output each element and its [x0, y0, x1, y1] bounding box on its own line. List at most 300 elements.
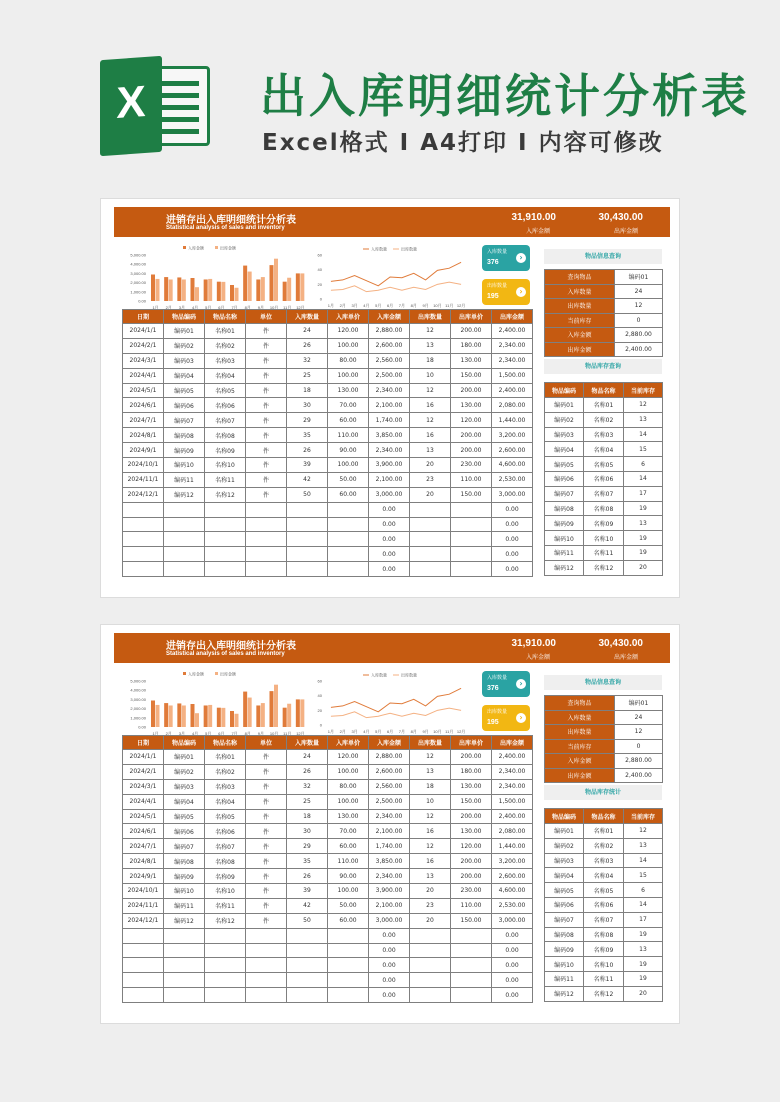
table-cell: 编码06	[164, 824, 205, 839]
x-tick-label: 3月	[178, 731, 186, 736]
table-cell	[164, 973, 205, 988]
table-cell: 名称05	[205, 383, 246, 398]
table-cell	[410, 532, 451, 547]
table-cell: 110.00	[451, 898, 492, 913]
inventory-cell: 编码06	[545, 471, 584, 486]
table-cell	[287, 547, 328, 562]
table-cell: 150.00	[451, 368, 492, 383]
table-cell: 0.00	[369, 928, 410, 943]
column-header: 日期	[123, 736, 164, 750]
table-cell: 200.00	[451, 428, 492, 443]
series-line	[331, 262, 461, 285]
table-cell: 2,340.00	[369, 383, 410, 398]
table-cell: 2024/9/1	[123, 869, 164, 884]
table-cell: 130.00	[451, 779, 492, 794]
in-quantity-label: 入库数量	[487, 249, 508, 255]
legend-label: 出库数量	[401, 246, 417, 252]
inventory-cell: 名称09	[584, 942, 624, 957]
bar	[270, 691, 274, 727]
table-cell: 编码03	[164, 353, 205, 368]
inventory-cell: 17	[624, 486, 663, 501]
chevron-right-icon: ›	[516, 287, 526, 297]
table-cell: 0.00	[492, 928, 533, 943]
inventory-cell: 编码11	[545, 545, 584, 560]
y-tick-label: 5,000.00	[130, 678, 146, 684]
inventory-column-header: 物品编码	[545, 809, 584, 824]
table-cell: 件	[246, 443, 287, 458]
table-cell	[123, 928, 164, 943]
table-cell: 编码05	[164, 383, 205, 398]
table-cell: 1,440.00	[492, 839, 533, 854]
table-cell	[164, 928, 205, 943]
table-cell	[451, 943, 492, 958]
x-tick-label: 1月	[327, 729, 335, 734]
inventory-cell: 名称12	[584, 560, 624, 575]
table-cell: 100.00	[328, 884, 369, 899]
x-tick-label: 7月	[398, 729, 406, 734]
table-cell: 编码12	[164, 487, 205, 502]
table-cell	[205, 988, 246, 1003]
x-tick-label: 7月	[231, 305, 238, 310]
table-cell: 件	[246, 869, 287, 884]
table-cell: 件	[246, 750, 287, 765]
sheet-preview-bottom	[100, 624, 680, 1024]
table-cell: 编码03	[164, 779, 205, 794]
x-tick-label: 10月	[433, 729, 442, 734]
bar	[296, 699, 300, 727]
table-cell: 2,530.00	[492, 898, 533, 913]
table-cell: 0.00	[369, 958, 410, 973]
table-row	[123, 884, 533, 899]
table-cell: 编码10	[164, 458, 205, 473]
table-cell: 0.00	[492, 943, 533, 958]
x-tick-label: 6月	[386, 729, 394, 734]
table-cell	[123, 562, 164, 577]
out-quantity-card[interactable]	[482, 705, 530, 731]
table-cell: 件	[246, 338, 287, 353]
table-cell: 2024/1/1	[123, 324, 164, 339]
table-cell: 16	[410, 824, 451, 839]
bar	[270, 265, 274, 301]
table-row	[123, 547, 533, 562]
table-cell	[287, 943, 328, 958]
x-tick-label: 10月	[433, 303, 442, 308]
table-cell: 编码07	[164, 413, 205, 428]
inventory-cell: 12	[624, 824, 663, 839]
inventory-cell: 12	[624, 398, 663, 413]
inventory-row	[545, 838, 663, 853]
info-row	[545, 284, 663, 299]
table-cell: 件	[246, 913, 287, 928]
info-row	[545, 739, 663, 754]
table-cell: 90.00	[328, 869, 369, 884]
table-cell: 0.00	[369, 988, 410, 1003]
info-value[interactable]: 编码01	[615, 270, 663, 285]
table-cell: 编码02	[164, 338, 205, 353]
inventory-cell: 编码04	[545, 442, 584, 457]
table-cell: 20	[410, 913, 451, 928]
table-cell: 件	[246, 764, 287, 779]
table-cell	[246, 517, 287, 532]
column-header: 出库单价	[451, 310, 492, 324]
table-cell: 4,600.00	[492, 884, 533, 899]
table-cell: 2024/8/1	[123, 854, 164, 869]
sheet-banner	[114, 633, 670, 663]
table-cell	[246, 502, 287, 517]
table-cell: 20	[410, 884, 451, 899]
table-cell	[451, 562, 492, 577]
y-tick-label: 2,000.00	[130, 280, 146, 286]
table-cell	[205, 958, 246, 973]
in-quantity-card[interactable]	[482, 245, 530, 271]
table-cell: 200.00	[451, 383, 492, 398]
inventory-column-header: 当前库存	[624, 383, 663, 398]
table-cell	[205, 532, 246, 547]
table-row	[123, 988, 533, 1003]
table-row	[123, 824, 533, 839]
table-cell: 2024/10/1	[123, 884, 164, 899]
table-cell	[451, 517, 492, 532]
x-tick-label: 5月	[375, 303, 382, 308]
info-panel-title: 物品信息查询	[544, 249, 662, 264]
table-cell: 2,400.00	[492, 324, 533, 339]
table-cell: 60.00	[328, 839, 369, 854]
info-panel-table	[544, 269, 663, 357]
table-cell: 件	[246, 824, 287, 839]
table-cell	[328, 532, 369, 547]
x-tick-label: 8月	[410, 303, 417, 308]
table-cell: 60.00	[328, 487, 369, 502]
bar	[261, 277, 265, 301]
table-cell: 2024/11/1	[123, 898, 164, 913]
table-cell: 2,500.00	[369, 794, 410, 809]
inventory-cell: 名称11	[584, 545, 624, 560]
inventory-table-header	[545, 383, 663, 398]
bar	[217, 282, 221, 301]
inventory-row	[545, 486, 663, 501]
table-cell: 名称08	[205, 854, 246, 869]
table-cell	[246, 973, 287, 988]
table-row	[123, 794, 533, 809]
inventory-row	[545, 853, 663, 868]
table-cell: 件	[246, 368, 287, 383]
inventory-row	[545, 531, 663, 546]
bar	[204, 705, 208, 727]
bar	[177, 703, 181, 727]
table-cell: 编码05	[164, 809, 205, 824]
inventory-cell: 名称04	[584, 868, 624, 883]
x-tick-label: 3月	[351, 303, 358, 308]
table-cell: 50	[287, 913, 328, 928]
page-subtitle: Excel格式 I A4打印 I 内容可修改	[262, 130, 664, 156]
out-amount-label: 出库金额	[613, 228, 638, 235]
bar	[296, 273, 300, 301]
table-cell: 24	[287, 750, 328, 765]
bar	[221, 708, 225, 727]
table-cell: 16	[410, 398, 451, 413]
table-row	[123, 458, 533, 473]
table-row	[123, 502, 533, 517]
table-cell	[164, 547, 205, 562]
table-cell: 150.00	[451, 794, 492, 809]
table-cell: 2024/2/1	[123, 764, 164, 779]
inventory-cell: 编码02	[545, 838, 584, 853]
table-cell: 名称04	[205, 794, 246, 809]
table-cell	[328, 517, 369, 532]
bar	[283, 708, 287, 727]
inventory-row	[545, 442, 663, 457]
table-cell: 2,400.00	[492, 750, 533, 765]
quantity-line-chart	[311, 667, 471, 737]
table-cell: 件	[246, 398, 287, 413]
table-cell: 名称11	[205, 472, 246, 487]
column-header: 出库金额	[492, 736, 533, 750]
table-cell: 12	[410, 324, 451, 339]
table-cell: 35	[287, 428, 328, 443]
info-value: 12	[615, 299, 663, 314]
bar	[195, 713, 199, 727]
bar	[208, 705, 212, 727]
table-cell: 2,080.00	[492, 398, 533, 413]
info-value: 24	[615, 284, 663, 299]
table-cell	[410, 943, 451, 958]
table-cell: 编码06	[164, 398, 205, 413]
table-cell: 件	[246, 428, 287, 443]
x-tick-label: 5月	[205, 731, 212, 736]
out-amount-label: 出库金额	[613, 654, 638, 661]
legend-swatch	[215, 246, 218, 249]
table-row	[123, 517, 533, 532]
legend-label: 出库金额	[220, 671, 236, 677]
table-cell: 3,850.00	[369, 854, 410, 869]
table-cell: 2024/4/1	[123, 794, 164, 809]
table-cell: 0.00	[369, 547, 410, 562]
info-value[interactable]: 编码01	[615, 696, 663, 711]
table-cell	[123, 943, 164, 958]
info-label: 查询物品	[545, 696, 615, 711]
inventory-cell: 名称05	[584, 457, 624, 472]
table-cell: 13	[410, 338, 451, 353]
x-tick-label: 3月	[351, 729, 358, 734]
inventory-cell: 编码01	[545, 824, 584, 839]
table-cell: 200.00	[451, 869, 492, 884]
series-line	[331, 708, 461, 718]
table-cell	[123, 973, 164, 988]
bar	[287, 278, 291, 301]
table-cell: 29	[287, 839, 328, 854]
table-cell	[451, 988, 492, 1003]
table-cell: 2024/6/1	[123, 824, 164, 839]
table-cell	[451, 973, 492, 988]
info-row	[545, 342, 663, 357]
table-cell: 2024/1/1	[123, 750, 164, 765]
info-label: 出库数量	[545, 725, 615, 740]
table-cell: 120.00	[451, 839, 492, 854]
chevron-right-icon: ›	[516, 253, 526, 263]
excel-logo-icon	[100, 58, 210, 154]
legend-label: 入库金额	[188, 245, 204, 251]
info-value: 12	[615, 725, 663, 740]
table-row	[123, 928, 533, 943]
table-cell: 编码07	[164, 839, 205, 854]
table-cell: 12	[410, 383, 451, 398]
column-header: 入库单价	[328, 736, 369, 750]
detail-table	[122, 309, 533, 577]
table-cell: 130.00	[328, 383, 369, 398]
table-row	[123, 487, 533, 502]
table-cell: 2,340.00	[492, 764, 533, 779]
table-cell: 200.00	[451, 324, 492, 339]
info-label: 入库数量	[545, 284, 615, 299]
table-cell	[410, 958, 451, 973]
x-tick-label: 8月	[410, 729, 417, 734]
table-cell: 编码09	[164, 443, 205, 458]
table-cell: 1,500.00	[492, 368, 533, 383]
table-cell	[328, 928, 369, 943]
table-cell: 件	[246, 353, 287, 368]
table-cell: 2024/5/1	[123, 383, 164, 398]
inventory-cell: 6	[624, 457, 663, 472]
table-cell	[246, 928, 287, 943]
detail-table-header	[123, 310, 533, 324]
in-quantity-card[interactable]	[482, 671, 530, 697]
inventory-cell: 名称01	[584, 398, 624, 413]
inventory-row	[545, 560, 663, 575]
x-tick-label: 8月	[244, 731, 251, 736]
column-header: 出库数量	[410, 736, 451, 750]
table-cell: 12	[410, 750, 451, 765]
table-cell: 编码04	[164, 368, 205, 383]
table-cell: 件	[246, 839, 287, 854]
inventory-row	[545, 957, 663, 972]
inventory-table-header	[545, 809, 663, 824]
table-cell	[164, 988, 205, 1003]
inventory-cell: 编码11	[545, 971, 584, 986]
table-cell: 2,340.00	[369, 869, 410, 884]
x-tick-label: 9月	[257, 731, 265, 736]
table-cell: 4,600.00	[492, 458, 533, 473]
bar	[217, 708, 221, 727]
table-cell	[164, 943, 205, 958]
table-cell: 名称10	[205, 458, 246, 473]
inventory-cell: 19	[624, 501, 663, 516]
inventory-cell: 编码05	[545, 457, 584, 472]
table-row	[123, 973, 533, 988]
inventory-column-header: 物品编码	[545, 383, 584, 398]
inventory-cell: 编码12	[545, 986, 584, 1001]
table-cell: 2,880.00	[369, 324, 410, 339]
table-cell	[451, 958, 492, 973]
table-cell	[205, 928, 246, 943]
table-cell: 130.00	[451, 824, 492, 839]
x-tick-label: 9月	[422, 303, 429, 308]
inventory-cell: 名称07	[584, 912, 624, 927]
table-cell: 2024/7/1	[123, 839, 164, 854]
bar	[248, 698, 252, 727]
series-line	[331, 688, 461, 711]
table-cell: 180.00	[451, 764, 492, 779]
sheet-preview-top	[100, 198, 680, 598]
bar	[182, 279, 186, 301]
table-cell: 90.00	[328, 443, 369, 458]
table-cell: 25	[287, 794, 328, 809]
bar	[221, 282, 225, 301]
table-cell	[287, 973, 328, 988]
y-tick-label: 3,000.00	[130, 696, 146, 702]
inventory-cell: 名称04	[584, 442, 624, 457]
table-cell	[451, 532, 492, 547]
inventory-cell: 19	[624, 957, 663, 972]
inventory-cell: 名称02	[584, 412, 624, 427]
x-tick-label: 2月	[339, 729, 346, 734]
info-value: 2,400.00	[615, 342, 663, 357]
table-cell	[123, 502, 164, 517]
legend-label: 入库数量	[371, 246, 387, 252]
out-quantity-value: 195	[487, 719, 499, 726]
table-cell: 2,100.00	[369, 472, 410, 487]
table-cell: 0.00	[492, 502, 533, 517]
y-tick-label: 0	[319, 296, 322, 302]
table-cell	[164, 958, 205, 973]
table-cell	[328, 562, 369, 577]
table-cell: 编码09	[164, 869, 205, 884]
info-row	[545, 696, 663, 711]
info-label: 查询物品	[545, 270, 615, 285]
table-cell: 编码10	[164, 884, 205, 899]
table-cell: 60.00	[328, 413, 369, 428]
table-cell	[123, 517, 164, 532]
bar	[274, 685, 278, 727]
inventory-cell: 名称03	[584, 427, 624, 442]
column-header: 单位	[246, 736, 287, 750]
table-cell: 0.00	[492, 988, 533, 1003]
inventory-cell: 名称06	[584, 471, 624, 486]
table-cell: 编码11	[164, 898, 205, 913]
bar	[256, 705, 260, 727]
table-cell: 2024/9/1	[123, 443, 164, 458]
bar	[274, 259, 278, 301]
inventory-cell: 名称03	[584, 853, 624, 868]
inventory-cell: 20	[624, 986, 663, 1001]
inventory-column-header: 物品名称	[584, 383, 624, 398]
table-cell: 16	[410, 854, 451, 869]
x-tick-label: 4月	[363, 303, 370, 308]
info-value: 0	[615, 739, 663, 754]
inventory-cell: 编码08	[545, 927, 584, 942]
out-quantity-card[interactable]	[482, 279, 530, 305]
table-cell: 1,740.00	[369, 839, 410, 854]
inventory-cell: 13	[624, 516, 663, 531]
table-cell	[246, 562, 287, 577]
amount-bar-chart	[111, 241, 311, 311]
table-cell	[287, 562, 328, 577]
table-cell: 0.00	[492, 973, 533, 988]
bar	[243, 266, 247, 301]
x-tick-label: 7月	[231, 731, 238, 736]
table-cell: 30	[287, 824, 328, 839]
table-cell	[328, 943, 369, 958]
table-cell: 2,340.00	[492, 779, 533, 794]
table-cell: 件	[246, 458, 287, 473]
info-row	[545, 710, 663, 725]
info-value: 2,880.00	[615, 754, 663, 769]
table-cell: 2,340.00	[369, 443, 410, 458]
table-cell: 10	[410, 794, 451, 809]
y-tick-label: 20	[317, 707, 322, 713]
info-row	[545, 270, 663, 285]
table-cell	[246, 958, 287, 973]
out-quantity-value: 195	[487, 293, 499, 300]
